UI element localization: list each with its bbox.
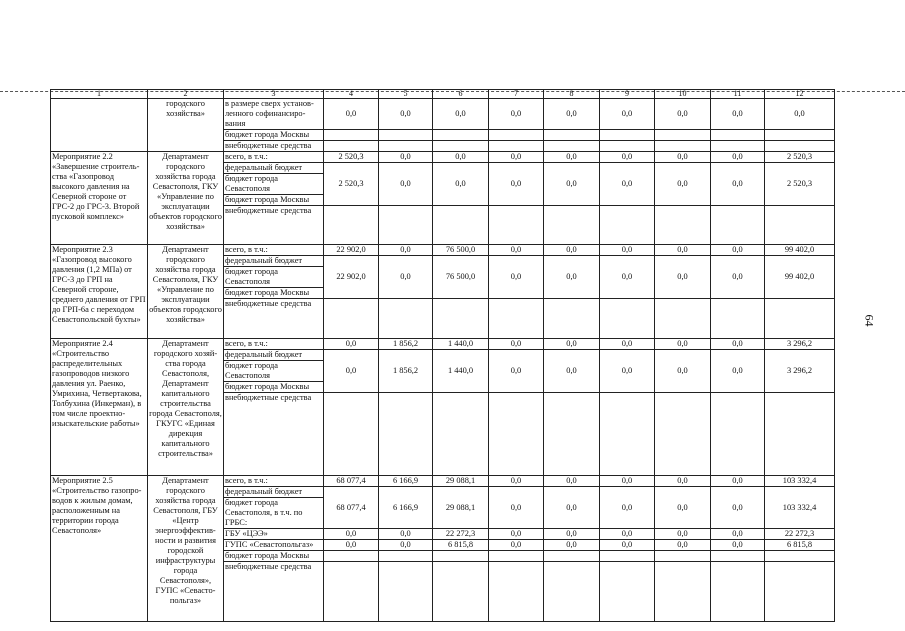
value-cell: 0,0	[600, 163, 655, 206]
empty-cell	[324, 130, 379, 141]
empty-cell	[379, 393, 433, 476]
department-cell: Департамент городского хозяйства города Севастополя, ГКУ «Управление по эксплуатации объектов городского хозяйства»	[148, 245, 224, 339]
value-cell: 0,0	[544, 163, 600, 206]
value-cell: 0,0	[655, 152, 711, 163]
empty-cell	[489, 299, 544, 339]
value-cell: 22 272,3	[433, 529, 489, 540]
funding-source: внебюджетные средства	[224, 562, 324, 622]
value-cell: 6 166,9	[379, 476, 433, 487]
empty-cell	[489, 206, 544, 245]
funding-source: в размере сверх установ-ленного софинансиро-вания	[224, 99, 324, 130]
table-row	[51, 99, 835, 130]
value-cell: 2 520,3	[765, 152, 835, 163]
value-cell: 0,0	[379, 256, 433, 299]
value-cell: 0,0	[544, 476, 600, 487]
empty-cell	[765, 299, 835, 339]
empty-cell	[711, 141, 765, 152]
value-cell: 0,0	[379, 245, 433, 256]
empty-cell	[379, 141, 433, 152]
empty-cell	[489, 562, 544, 622]
empty-cell	[433, 141, 489, 152]
activity-name-cell: Мероприятие 2.3 «Газопровод высокого давления (1,2 МПа) от ГРС-3 до ГРП на Северной стороне, среднего давления от ГРП до ГРП-6а с переходом Севастопольской бухты»	[51, 245, 148, 339]
value-cell: 0,0	[324, 339, 379, 350]
funding-source: всего, в т.ч.:	[224, 152, 324, 163]
empty-cell	[600, 393, 655, 476]
empty-cell	[600, 130, 655, 141]
value-cell: 0,0	[324, 350, 379, 393]
value-cell: 0,0	[433, 99, 489, 130]
empty-cell	[765, 130, 835, 141]
value-cell: 0,0	[600, 529, 655, 540]
value-cell: 0,0	[544, 487, 600, 529]
column-number: 8	[544, 90, 600, 99]
value-cell: 1 440,0	[433, 339, 489, 350]
value-cell: 76 500,0	[433, 245, 489, 256]
department-cell: Департамент городского хозяй-ства города Севастополя, Департамент капитального строительства города Севастополя, ГКУГС «Единая дирекция капитального строительства»	[148, 339, 224, 476]
funding-source: бюджет города Москвы	[224, 130, 324, 141]
funding-source: федеральный бюджет	[224, 163, 324, 174]
table-row	[51, 152, 835, 163]
empty-cell	[324, 141, 379, 152]
empty-cell	[379, 551, 433, 562]
department-cell: городского хозяйства»	[148, 99, 224, 152]
empty-cell	[433, 562, 489, 622]
empty-cell	[324, 299, 379, 339]
value-cell: 0,0	[600, 245, 655, 256]
column-number: 12	[765, 90, 835, 99]
funding-source: бюджет города Севастополя	[224, 361, 324, 382]
funding-source: ГУПС «Севастопольгаз»	[224, 540, 324, 551]
empty-cell	[765, 551, 835, 562]
empty-cell	[600, 551, 655, 562]
value-cell: 0,0	[600, 540, 655, 551]
value-cell: 0,0	[655, 487, 711, 529]
value-cell: 0,0	[711, 339, 765, 350]
column-number: 11	[711, 90, 765, 99]
empty-cell	[765, 141, 835, 152]
value-cell: 0,0	[711, 350, 765, 393]
value-cell: 0,0	[489, 245, 544, 256]
empty-cell	[711, 393, 765, 476]
empty-cell	[433, 299, 489, 339]
empty-cell	[324, 206, 379, 245]
value-cell: 0,0	[544, 245, 600, 256]
empty-cell	[544, 299, 600, 339]
funding-source: бюджет города Москвы	[224, 382, 324, 393]
value-cell: 6 815,8	[433, 540, 489, 551]
empty-cell	[655, 130, 711, 141]
value-cell: 0,0	[711, 256, 765, 299]
empty-cell	[433, 393, 489, 476]
value-cell: 0,0	[544, 339, 600, 350]
value-cell: 0,0	[655, 476, 711, 487]
value-cell: 0,0	[544, 350, 600, 393]
column-number: 10	[655, 90, 711, 99]
column-number: 9	[600, 90, 655, 99]
empty-cell	[544, 206, 600, 245]
value-cell: 0,0	[655, 339, 711, 350]
column-number: 7	[489, 90, 544, 99]
funding-source: федеральный бюджет	[224, 487, 324, 498]
value-cell: 6 815,8	[765, 540, 835, 551]
funding-source: всего, в т.ч.:	[224, 339, 324, 350]
empty-cell	[544, 562, 600, 622]
funding-source: внебюджетные средства	[224, 206, 324, 245]
value-cell: 22 902,0	[324, 245, 379, 256]
value-cell: 0,0	[324, 540, 379, 551]
value-cell: 1 440,0	[433, 350, 489, 393]
value-cell: 0,0	[544, 152, 600, 163]
value-cell: 3 296,2	[765, 339, 835, 350]
value-cell: 0,0	[600, 350, 655, 393]
value-cell: 0,0	[655, 540, 711, 551]
empty-cell	[711, 551, 765, 562]
value-cell: 0,0	[433, 152, 489, 163]
empty-cell	[544, 130, 600, 141]
value-cell: 0,0	[655, 163, 711, 206]
column-number: 1	[51, 90, 148, 99]
value-cell: 0,0	[655, 529, 711, 540]
empty-cell	[600, 206, 655, 245]
value-cell: 0,0	[489, 476, 544, 487]
value-cell: 0,0	[324, 99, 379, 130]
value-cell: 68 077,4	[324, 476, 379, 487]
value-cell: 0,0	[655, 256, 711, 299]
header-row	[51, 90, 835, 99]
empty-cell	[655, 141, 711, 152]
value-cell: 0,0	[711, 163, 765, 206]
value-cell: 0,0	[600, 152, 655, 163]
empty-cell	[655, 562, 711, 622]
column-number: 5	[379, 90, 433, 99]
empty-cell	[324, 393, 379, 476]
funding-source: федеральный бюджет	[224, 256, 324, 267]
department-cell: Департамент городского хозяйства города Севастополя, ГКУ «Управление по эксплуатации объектов городского хозяйства»	[148, 152, 224, 245]
value-cell: 99 402,0	[765, 256, 835, 299]
value-cell: 0,0	[600, 339, 655, 350]
value-cell: 0,0	[711, 245, 765, 256]
page-number: 64	[862, 314, 877, 327]
value-cell: 99 402,0	[765, 245, 835, 256]
funding-source: федеральный бюджет	[224, 350, 324, 361]
value-cell: 0,0	[711, 476, 765, 487]
empty-cell	[765, 393, 835, 476]
funding-source: внебюджетные средства	[224, 299, 324, 339]
value-cell: 0,0	[489, 350, 544, 393]
value-cell: 0,0	[600, 256, 655, 299]
empty-cell	[379, 130, 433, 141]
value-cell: 0,0	[489, 339, 544, 350]
value-cell: 0,0	[544, 99, 600, 130]
value-cell: 0,0	[711, 529, 765, 540]
value-cell: 0,0	[655, 350, 711, 393]
value-cell: 1 856,2	[379, 339, 433, 350]
program-finance-table	[50, 89, 835, 622]
funding-source: всего, в т.ч.:	[224, 245, 324, 256]
empty-cell	[600, 141, 655, 152]
empty-cell	[433, 130, 489, 141]
value-cell: 2 520,3	[324, 152, 379, 163]
table-row	[51, 245, 835, 256]
value-cell: 0,0	[379, 529, 433, 540]
funding-source: бюджет города Севастополя	[224, 174, 324, 195]
value-cell: 29 088,1	[433, 476, 489, 487]
value-cell: 0,0	[711, 540, 765, 551]
value-cell: 103 332,4	[765, 487, 835, 529]
value-cell: 0,0	[544, 540, 600, 551]
funding-source: внебюджетные средства	[224, 141, 324, 152]
empty-cell	[765, 562, 835, 622]
value-cell: 0,0	[600, 99, 655, 130]
column-number: 2	[148, 90, 224, 99]
value-cell: 0,0	[379, 540, 433, 551]
value-cell: 0,0	[655, 99, 711, 130]
empty-cell	[379, 562, 433, 622]
column-number: 4	[324, 90, 379, 99]
empty-cell	[379, 299, 433, 339]
column-number: 6	[433, 90, 489, 99]
empty-cell	[544, 393, 600, 476]
value-cell: 0,0	[379, 99, 433, 130]
empty-cell	[655, 551, 711, 562]
activity-name-cell: Мероприятие 2.4 «Строительство распределительных газопроводов низкого давления ул. Раенко, Умрихина, Четвертакова, Толбухина (Инкерман), в том числе проектно-изыскательские работы»	[51, 339, 148, 476]
value-cell: 0,0	[711, 99, 765, 130]
empty-cell	[711, 206, 765, 245]
value-cell: 103 332,4	[765, 476, 835, 487]
empty-cell	[600, 299, 655, 339]
value-cell: 0,0	[489, 152, 544, 163]
funding-source: ГБУ «ЦЭЭ»	[224, 529, 324, 540]
value-cell: 0,0	[489, 256, 544, 299]
empty-cell	[489, 393, 544, 476]
funding-source: внебюджетные средства	[224, 393, 324, 476]
empty-cell	[711, 130, 765, 141]
empty-cell	[600, 562, 655, 622]
value-cell: 0,0	[489, 99, 544, 130]
funding-source: бюджет города Москвы	[224, 288, 324, 299]
empty-cell	[711, 299, 765, 339]
value-cell: 0,0	[655, 245, 711, 256]
empty-cell	[489, 551, 544, 562]
value-cell: 0,0	[379, 163, 433, 206]
empty-cell	[765, 206, 835, 245]
value-cell: 0,0	[544, 529, 600, 540]
value-cell: 0,0	[379, 152, 433, 163]
value-cell: 0,0	[489, 529, 544, 540]
empty-cell	[544, 141, 600, 152]
activity-name-cell: Мероприятие 2.2 «Завершение строитель-ства «Газопровод высокого давления на Северной стороне от ГРС-2 до ГРС-3. Второй пусковой комплекс»	[51, 152, 148, 245]
value-cell: 0,0	[600, 476, 655, 487]
value-cell: 2 520,3	[324, 163, 379, 206]
value-cell: 29 088,1	[433, 487, 489, 529]
empty-cell	[433, 551, 489, 562]
value-cell: 76 500,0	[433, 256, 489, 299]
value-cell: 0,0	[489, 163, 544, 206]
table-row	[51, 339, 835, 350]
empty-cell	[655, 393, 711, 476]
empty-cell	[379, 206, 433, 245]
empty-cell	[324, 551, 379, 562]
column-number: 3	[224, 90, 324, 99]
value-cell: 0,0	[489, 487, 544, 529]
empty-cell	[489, 141, 544, 152]
value-cell: 1 856,2	[379, 350, 433, 393]
funding-source: всего, в т.ч.:	[224, 476, 324, 487]
value-cell: 0,0	[489, 540, 544, 551]
table-row	[51, 476, 835, 487]
value-cell: 2 520,3	[765, 163, 835, 206]
funding-source: бюджет города Москвы	[224, 195, 324, 206]
value-cell: 0,0	[324, 529, 379, 540]
activity-name-cell	[51, 99, 148, 152]
empty-cell	[544, 551, 600, 562]
value-cell: 3 296,2	[765, 350, 835, 393]
empty-cell	[711, 562, 765, 622]
value-cell: 0,0	[711, 152, 765, 163]
empty-cell	[433, 206, 489, 245]
value-cell: 22 902,0	[324, 256, 379, 299]
department-cell: Департамент городского хозяйства города Севастополя, ГБУ «Центр энергоэффектив-ности и развития городской инфраструктуры города Севастополя», ГУПС «Севасто-польгаз»	[148, 476, 224, 622]
empty-cell	[655, 206, 711, 245]
activity-name-cell: Мероприятие 2.5 «Строительство газопро-водов к жилым домам, расположенным на территории города Севастополя»	[51, 476, 148, 622]
value-cell: 68 077,4	[324, 487, 379, 529]
value-cell: 0,0	[765, 99, 835, 130]
funding-source: бюджет города Москвы	[224, 551, 324, 562]
value-cell: 0,0	[433, 163, 489, 206]
value-cell: 0,0	[544, 256, 600, 299]
empty-cell	[655, 299, 711, 339]
value-cell: 0,0	[600, 487, 655, 529]
empty-cell	[489, 130, 544, 141]
funding-source: бюджет города Севастополя	[224, 267, 324, 288]
value-cell: 6 166,9	[379, 487, 433, 529]
value-cell: 0,0	[711, 487, 765, 529]
empty-cell	[324, 562, 379, 622]
funding-source: бюджет города Севастополя, в т.ч. по ГРБС:	[224, 498, 324, 529]
value-cell: 22 272,3	[765, 529, 835, 540]
